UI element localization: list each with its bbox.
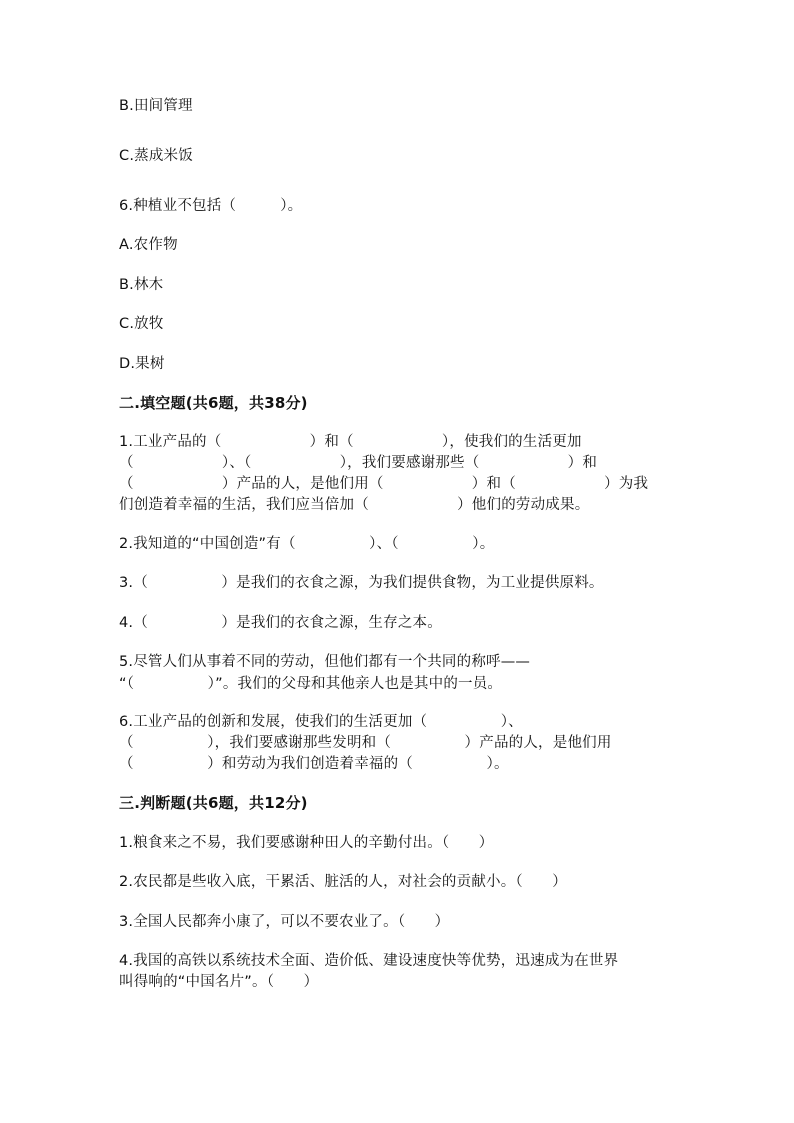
fill-q3: 3.（ ）是我们的衣食之源，为我们提供食物，为工业提供原料。 — [119, 575, 604, 591]
option-c: C.放牧 — [119, 316, 164, 332]
fill-q6-line2: （ ），我们要感谢那些发明和（ ）产品的人，是他们用 — [119, 735, 612, 751]
question-stem: 6.种植业不包括（ ）。 — [119, 198, 303, 214]
fill-q1-line3: （ ）产品的人，是他们用（ ）和（ ）为我 — [119, 476, 649, 492]
fill-q6-line3: （ ）和劳动为我们创造着幸福的（ ）。 — [119, 756, 509, 772]
judge-q1: 1.粮食来之不易，我们要感谢种田人的辛勤付出。（ ） — [119, 835, 494, 851]
judge-q4-line1: 4.我国的高铁以系统技术全面、造价低、建设速度快等优势，迅速成为在世界 — [119, 953, 619, 969]
fill-q1-line4: 们创造着幸福的生活，我们应当倍加（ ）他们的劳动成果。 — [119, 497, 590, 513]
fill-q4: 4.（ ）是我们的衣食之源，生存之本。 — [119, 615, 442, 631]
section-heading-true-false: 三.判断题(共6题，共12分) — [119, 794, 308, 812]
fill-q1-line1: 1.工业产品的（ ）和（ ），使我们的生活更加 — [119, 434, 582, 450]
fill-q1-line2: （ ）、（ ），我们要感谢那些（ ）和 — [119, 455, 598, 471]
option-b: B.林木 — [119, 277, 164, 293]
section-heading-fill-blank: 二.填空题(共6题，共38分) — [119, 394, 308, 412]
fill-q5-line2: “（ ）”。我们的父母和其他亲人也是其中的一员。 — [119, 676, 503, 692]
option-c: C.蒸成米饭 — [119, 148, 193, 164]
option-b: B.田间管理 — [119, 98, 193, 114]
option-d: D.果树 — [119, 356, 165, 372]
judge-q2: 2.农民都是些收入底，干累活、脏活的人，对社会的贡献小。（ ） — [119, 874, 567, 890]
option-a: A.农作物 — [119, 237, 178, 253]
judge-q4-line2: 叫得响的“中国名片”。（ ） — [119, 974, 319, 990]
fill-q6-line1: 6.工业产品的创新和发展，使我们的生活更加（ ）、 — [119, 714, 523, 730]
judge-q3: 3.全国人民都奔小康了，可以不要农业了。（ ） — [119, 914, 450, 930]
fill-q2: 2.我知道的“中国创造”有（ ）、（ ）。 — [119, 536, 495, 552]
fill-q5-line1: 5.尽管人们从事着不同的劳动，但他们都有一个共同的称呼—— — [119, 654, 531, 670]
